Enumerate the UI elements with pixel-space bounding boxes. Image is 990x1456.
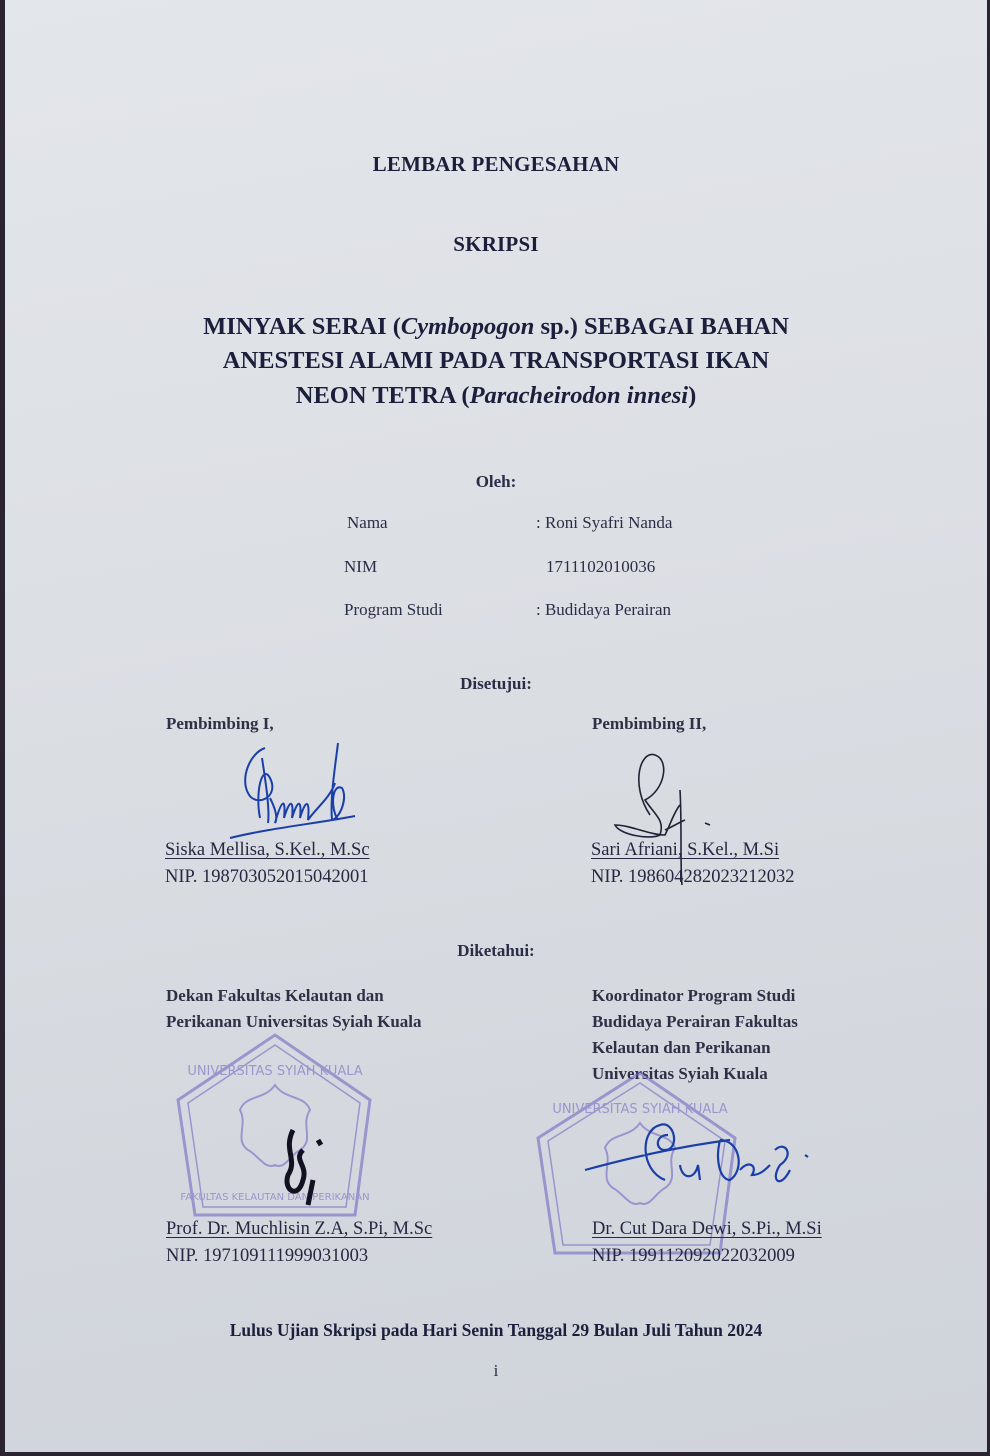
- acknowledged-label: Diketahui:: [457, 941, 535, 960]
- title-text: MINYAK SERAI (: [203, 313, 401, 340]
- coordinator-name: Dr. Cut Dara Dewi, S.Pi., M.Si: [592, 1219, 822, 1239]
- supervisor-2-nip: NIP. 198604282023212032: [591, 867, 795, 887]
- approved-label: Disetujui:: [460, 674, 532, 693]
- title-text: ): [688, 382, 697, 409]
- supervisor-2-name: Sari Afriani, S.Kel., M.Si: [591, 840, 780, 860]
- title-species-italic: Paracheirodon innesi: [469, 382, 689, 409]
- stamp-university-text: UNIVERSITAS SYIAH KUALA: [187, 1064, 363, 1079]
- coordinator-role-line-2: Budidaya Perairan Fakultas: [592, 1012, 798, 1031]
- student-program-label: Program Studi: [344, 600, 443, 619]
- dean-nip: NIP. 197109111999031003: [166, 1246, 369, 1266]
- document-page: [5, 0, 987, 1452]
- dean-signature: [273, 1120, 343, 1210]
- thesis-title-line-3: [5, 379, 987, 412]
- supervisor-2-role: Pembimbing II,: [592, 714, 707, 733]
- exam-passed-statement: Lulus Ujian Skripsi pada Hari Senin Tanggal 29 Bulan Juli Tahun 2024: [229, 1320, 763, 1340]
- thesis-title-line-1: [5, 310, 987, 343]
- page-number: i: [493, 1361, 499, 1380]
- coordinator-role-line-1: Koordinator Program Studi: [592, 986, 796, 1005]
- dean-role-line-1: Dekan Fakultas Kelautan dan: [166, 986, 384, 1005]
- stamp-faculty-text: FAKULTAS KELAUTAN DAN PERIKANAN: [180, 1192, 370, 1203]
- student-name-value: : Roni Syafri Nanda: [536, 513, 673, 532]
- student-nim-label: NIM: [344, 557, 378, 576]
- supervisor-1-name: Siska Mellisa, S.Kel., M.Sc: [165, 840, 370, 860]
- coordinator-role-line-4: Universitas Syiah Kuala: [592, 1064, 768, 1083]
- stamp-university-text: UNIVERSITAS SYIAH KUALA: [552, 1102, 728, 1117]
- document-header: LEMBAR PENGESAHAN: [372, 152, 620, 176]
- by-label: Oleh:: [475, 472, 517, 491]
- supervisor-1-role: Pembimbing I,: [166, 714, 274, 733]
- dean-name: Prof. Dr. Muchlisin Z.A, S.Pi, M.Sc: [166, 1219, 433, 1239]
- title-species-italic: Cymbopogon: [400, 313, 535, 340]
- supervisor-1-nip: NIP. 198703052015042001: [165, 867, 369, 887]
- student-nim-value: 1711102010036: [546, 557, 656, 576]
- coordinator-signature: [580, 1110, 840, 1195]
- coordinator-role-line-3: Kelautan dan Perikanan: [592, 1038, 771, 1057]
- title-text: NEON TETRA (: [295, 382, 470, 409]
- student-name-label: Nama: [347, 513, 388, 532]
- document-type: SKRIPSI: [453, 232, 539, 256]
- dean-role-line-2: Perikanan Universitas Syiah Kuala: [166, 1012, 422, 1031]
- title-text: sp.) SEBAGAI BAHAN: [534, 313, 789, 340]
- student-program-value: : Budidaya Perairan: [536, 600, 672, 619]
- thesis-title-line-2: ANESTESI ALAMI PADA TRANSPORTASI IKAN: [222, 347, 770, 374]
- supervisor-1-signature: [220, 738, 370, 848]
- coordinator-nip: NIP. 199112092022032009: [592, 1246, 795, 1266]
